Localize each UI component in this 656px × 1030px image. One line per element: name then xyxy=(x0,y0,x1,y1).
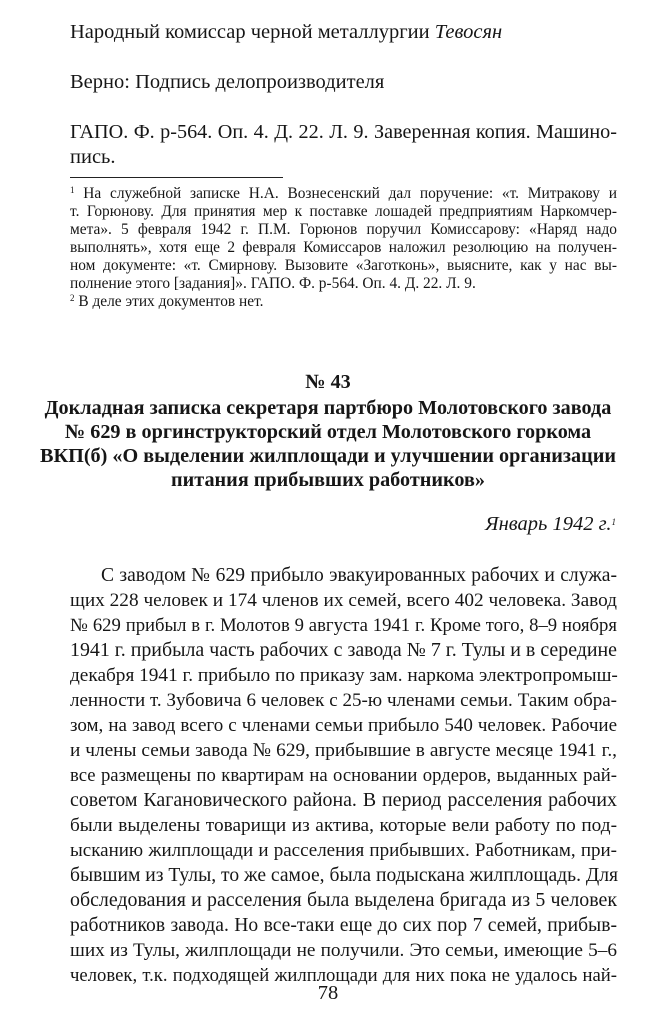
body-line: все размещены по квартирам на основании ордеров, выданных рай- xyxy=(70,765,617,786)
archive-reference-line-1: ГАПО. Ф. р-564. Оп. 4. Д. 22. Л. 9. Заверенная копия. Машино- xyxy=(70,121,617,143)
footnote-1-marker: 1 xyxy=(70,185,75,195)
body-line: человек, т.к. подходящей жилплощади для них пока не удалось най- xyxy=(70,965,617,986)
body-line: ленности т. Зубовича 6 человек с 25-ю членами семьи. Таким обра- xyxy=(70,690,617,711)
body-line: ысканию жилплощади и расселения прибывших. Работникам, при- xyxy=(70,840,617,861)
commissar-signature-line xyxy=(70,20,617,45)
body-line: 1941 г. прибыла часть рабочих с завода № 7 г. Тулы и в середине xyxy=(70,639,617,661)
footnote-2: $^2$ В деле этих документов нет. xyxy=(70,293,264,310)
document-date: Январь 1942 г.$^1$ xyxy=(485,513,616,535)
date-footnote-marker: 1 xyxy=(611,517,616,527)
footnote-1-line: полнение этого [задания]». ГАПО. Ф. р-564. Оп. 4. Д. 22. Л. 9. xyxy=(70,275,476,292)
body-line: были выделены товарищи из актива, которые вели работу по под- xyxy=(70,815,617,836)
footnote-1-line: т. Горюнову. Для принятия мер к поставке лошадей предприятиям Наркомчер- xyxy=(70,203,617,220)
footnote-2-marker: 2 xyxy=(70,293,75,303)
commissar-name: Тевосян xyxy=(434,21,503,43)
document-number: № 43 xyxy=(305,371,351,393)
footnote-separator xyxy=(70,177,283,178)
archive-reference-line-2: пись. xyxy=(70,146,116,168)
footnote-1-line: ном документе: «т. Смирнову. Вызовите «Заготконь», выясните, как у нас вы- xyxy=(70,257,617,274)
body-line: бывшим из Тулы, то же самое, была подыскана жилплощадь. Для xyxy=(70,865,619,886)
footnote-1-line: $^1$ На служебной записке Н.А. Вознесенский дал поручение: «т. Митракову и xyxy=(70,185,617,202)
footnote-1-line: мета». 5 февраля 1942 г. П.М. Горюнов поручил Комиссарову: «Наряд надо xyxy=(70,221,617,238)
body-line: С заводом № 629 прибыло эвакуированных рабочих и служа- xyxy=(101,565,617,586)
document-title-line: № 629 в оргинструкторский отдел Молотовского горкома xyxy=(64,421,592,443)
document-title-line: питания прибывших работников» xyxy=(171,469,485,491)
certified-line: Верно: Подпись делопроизводителя xyxy=(70,71,385,93)
document-title-line: Докладная записка секретаря партбюро Молотовского завода xyxy=(44,397,612,419)
footnote-1-line: выполнять», хотя еще 2 февраля Комиссаров наложил резолюцию на получен- xyxy=(70,239,617,256)
body-line: щих 228 человек и 174 членов их семей, всего 402 человека. Завод xyxy=(70,590,617,611)
body-line: обследования и расселения была выделена бригада из 5 человек xyxy=(70,889,617,911)
body-line: и члены семьи завода № 629, прибывшие в августе месяце 1941 г., xyxy=(70,740,617,761)
body-line: советом Кагановического района. В период расселения рабочих xyxy=(70,789,617,811)
page-number: 78 xyxy=(317,982,339,1004)
commissar-title: Народный комиссар черной металлургии xyxy=(70,21,435,43)
body-line: декабря 1941 г. прибыло по приказу зам. наркома электропромыш- xyxy=(70,665,618,686)
body-line: зом, на завод всего с членами семьи прибыло 540 человек. Рабочие xyxy=(70,715,617,736)
body-line: ших из Тулы, жилплощади не получили. Это семьи, имеющие 5–6 xyxy=(70,940,617,961)
body-line: работников завода. Но все-таки еще до сих пор 7 семей, прибыв- xyxy=(70,915,617,936)
body-line: № 629 прибыл в г. Молотов 9 августа 1941 г. Кроме того, 8–9 ноября xyxy=(70,615,617,636)
document-title-line: ВКП(б) «О выделении жилплощади и улучшении организации xyxy=(40,445,616,467)
